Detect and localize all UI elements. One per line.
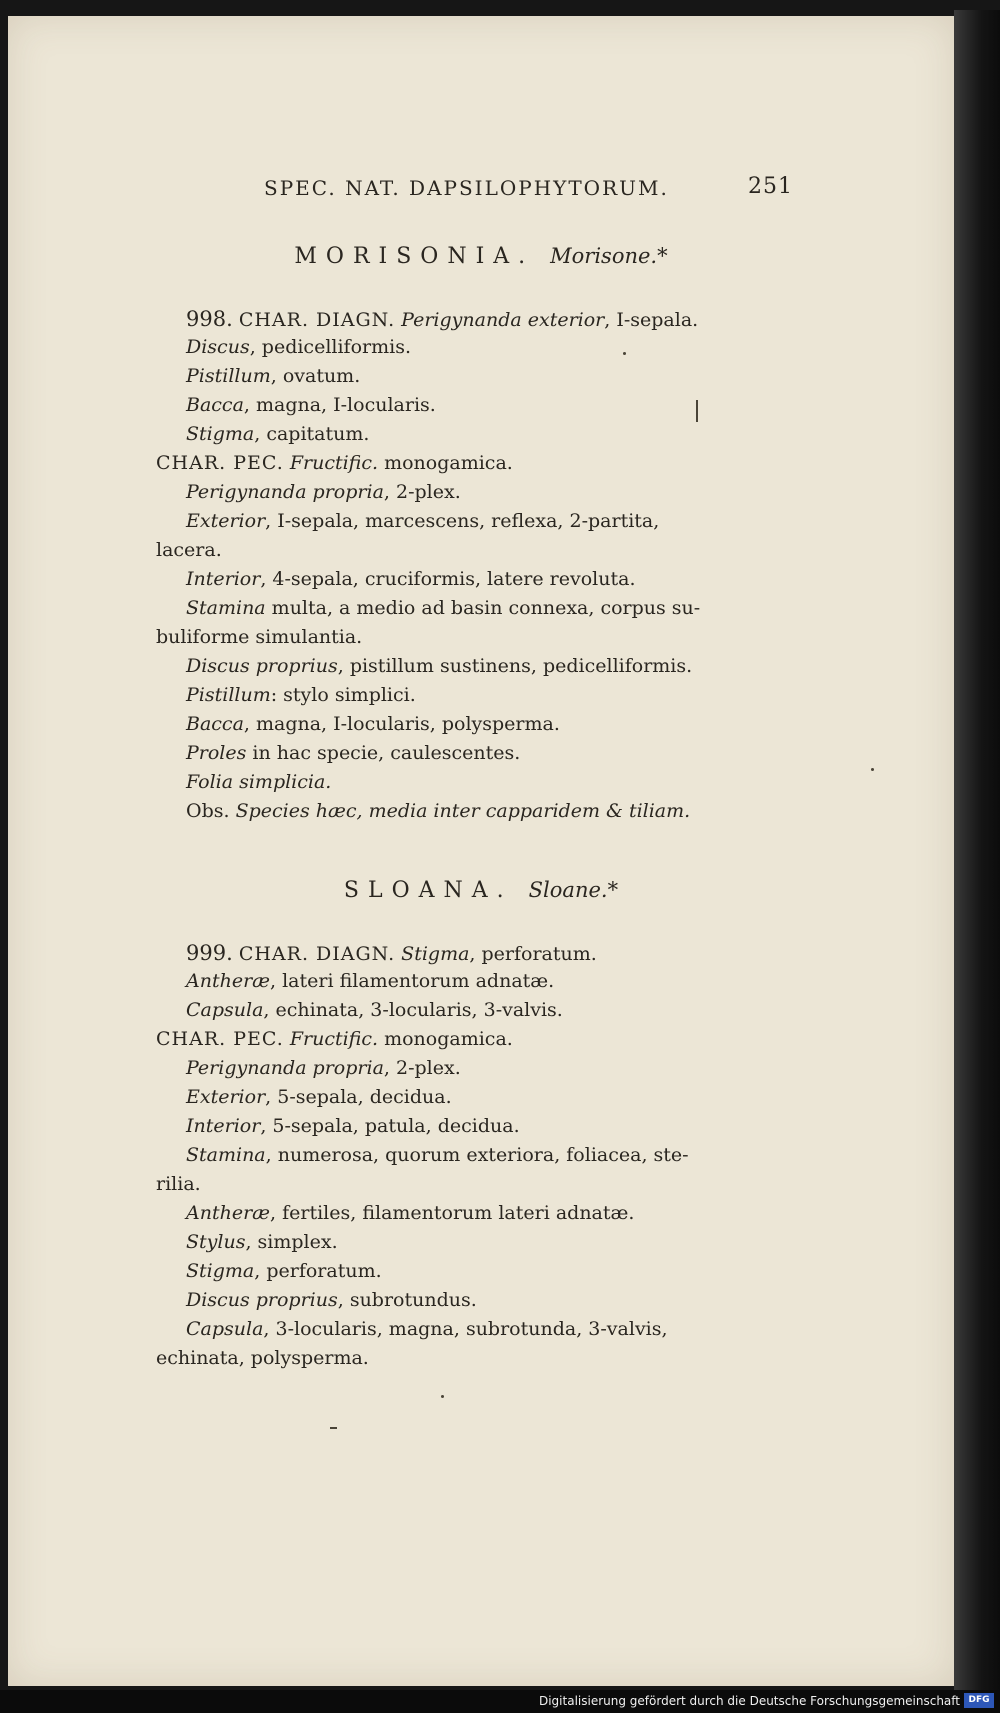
genus-heading-sloana — [8, 878, 954, 903]
text-line: buliforme simulantia. — [156, 626, 363, 648]
margin-mark — [696, 400, 704, 422]
text-line: Perigynanda propria, 2-plex. — [186, 481, 461, 503]
text-line: Capsula, 3-locularis, magna, subrotunda, 3-valvis, — [186, 1318, 668, 1340]
text-line: Stigma, capitatum. — [186, 423, 370, 445]
text-line: Interior, 5-sepala, patula, decidua. — [186, 1115, 520, 1137]
text-line: Discus, pedicelliformis. — [186, 336, 411, 358]
text-line: Discus proprius, pistillum sustinens, pedicelliformis. — [186, 655, 693, 677]
text-line: Stigma, perforatum. — [186, 1260, 382, 1282]
text-line: Proles in hac specie, caulescentes. — [186, 742, 521, 764]
text-line: Pistillum, ovatum. — [186, 365, 361, 387]
text-line: CHAR. PEC. Fructific. monogamica. — [156, 452, 513, 474]
text-line: Folia simplicia. — [186, 771, 332, 793]
text-line: Bacca, magna, I-locularis. — [186, 394, 436, 416]
text-line: Bacca, magna, I-locularis, polysperma. — [186, 713, 560, 735]
footer-strip — [0, 1690, 1000, 1713]
footer-credit: Digitalisierung gefördert durch die Deutsche Forschungsgemeinschaft — [538, 1694, 960, 1708]
text-line: Stamina, numerosa, quorum exteriora, foliacea, ste- — [186, 1144, 689, 1166]
running-head: SPEC. NAT. DAPSILOPHYTORUM. — [264, 176, 669, 200]
text-line: Exterior, I-sepala, marcescens, reflexa, 2-partita, — [186, 510, 660, 532]
book-edge — [954, 10, 1000, 1690]
text-line: 999. CHAR. DIAGN. Stigma, perforatum. — [186, 941, 597, 965]
text-line: Pistillum: stylo simplici. — [186, 684, 416, 706]
text-line: lacera. — [156, 539, 222, 561]
page-text — [8, 16, 954, 1686]
ink-speck — [330, 1427, 337, 1429]
text-line: rilia. — [156, 1173, 201, 1195]
genus-heading-morisonia — [8, 244, 954, 269]
ink-speck — [871, 768, 874, 771]
text-line: CHAR. PEC. Fructific. monogamica. — [156, 1028, 513, 1050]
ink-speck — [441, 1395, 444, 1398]
text-line: Perigynanda propria, 2-plex. — [186, 1057, 461, 1079]
text-line: Discus proprius, subrotundus. — [186, 1289, 477, 1311]
dfg-logo: DFG — [964, 1693, 994, 1708]
text-line: Stylus, simplex. — [186, 1231, 338, 1253]
text-line: Exterior, 5-sepala, decidua. — [186, 1086, 452, 1108]
text-line: Antheræ, fertiles, filamentorum lateri adnatæ. — [186, 1202, 635, 1224]
text-line: echinata, polysperma. — [156, 1347, 369, 1369]
text-line: 998. CHAR. DIAGN. Perigynanda exterior, I-sepala. — [186, 307, 699, 331]
ink-speck — [623, 352, 626, 355]
genus-author: Morisone.* — [550, 244, 668, 268]
text-line: Interior, 4-sepala, cruciformis, latere revoluta. — [186, 568, 636, 590]
book-page — [8, 16, 954, 1686]
page-number: 251 — [748, 174, 793, 199]
text-line: Obs. Species hæc, media inter capparidem & tiliam. — [186, 800, 691, 822]
genus-title: SLOANA. — [343, 878, 513, 903]
text-line: Antheræ, lateri filamentorum adnatæ. — [186, 970, 555, 992]
text-line: Capsula, echinata, 3-locularis, 3-valvis. — [186, 999, 563, 1021]
genus-author: Sloane.* — [528, 878, 619, 902]
genus-title: MORISONIA. — [294, 244, 535, 269]
text-line: Stamina multa, a medio ad basin connexa, corpus su- — [186, 597, 701, 619]
